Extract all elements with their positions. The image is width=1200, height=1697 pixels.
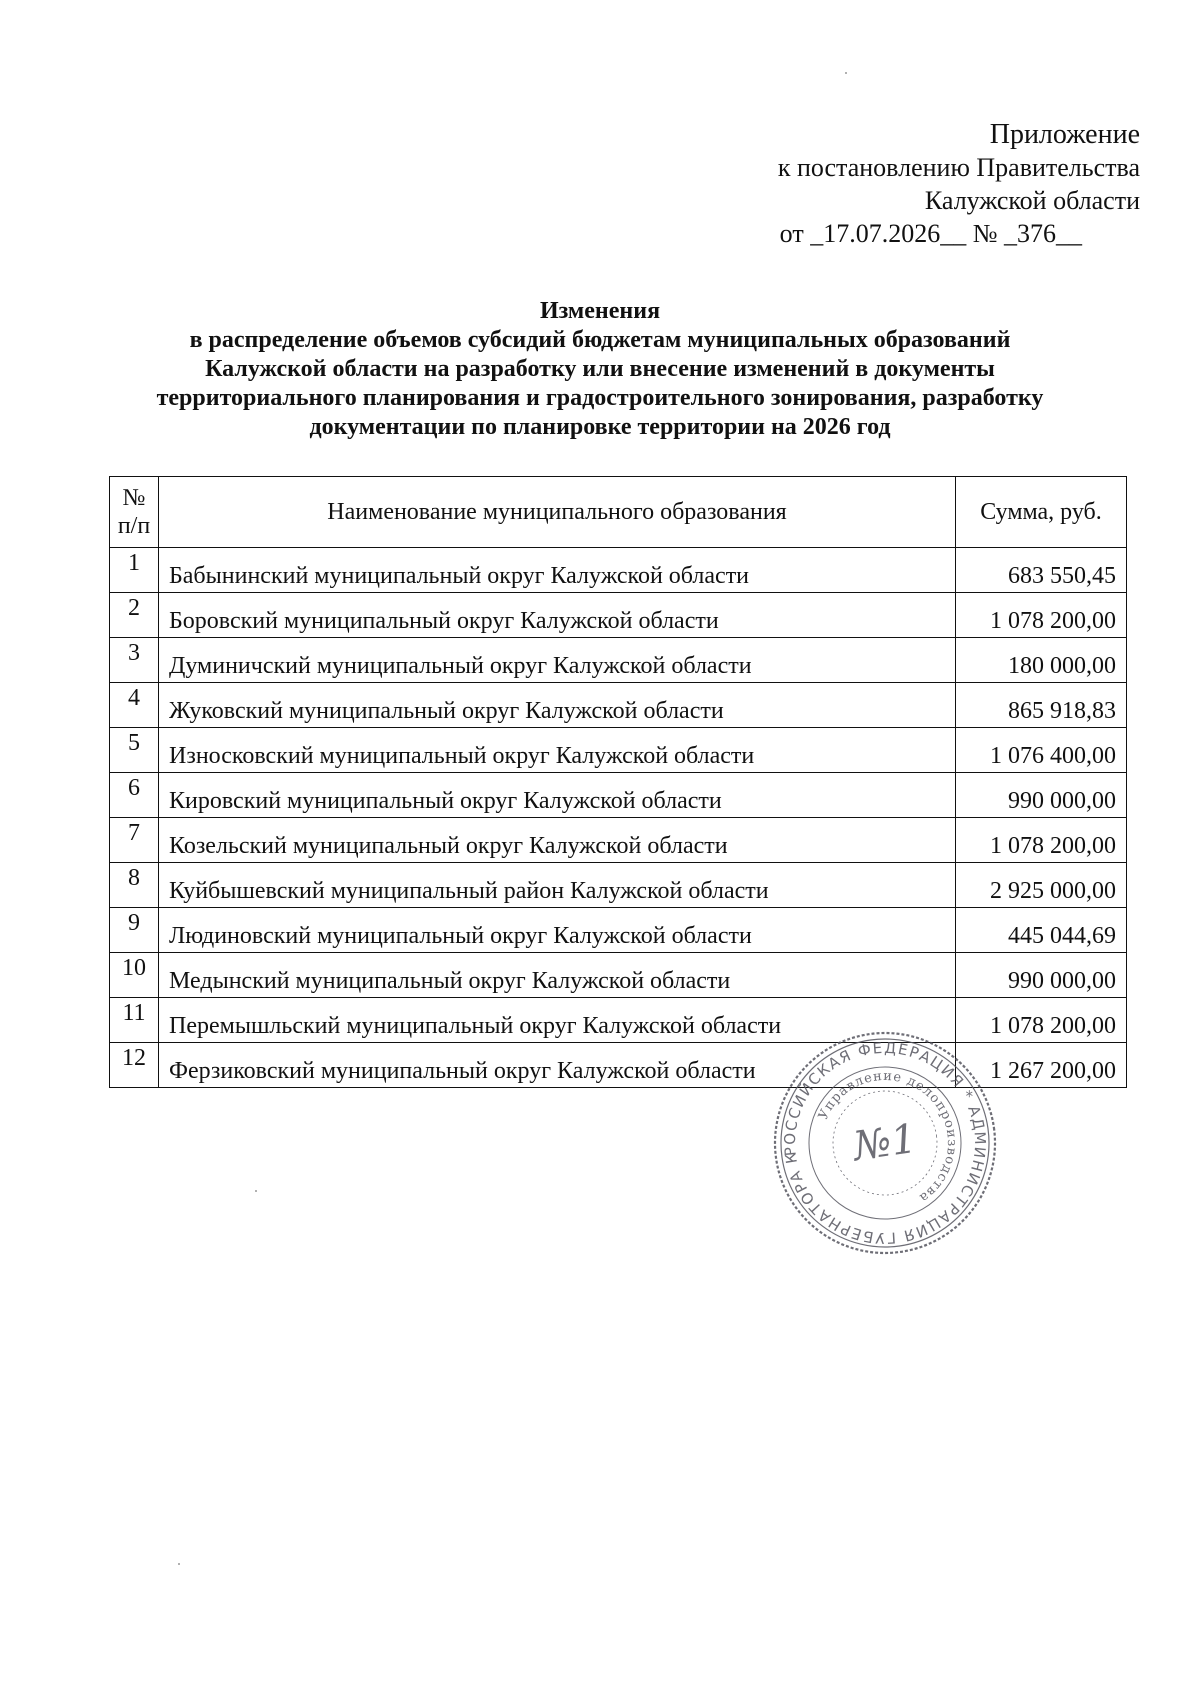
appendix-date-number: от _17.07.2026__ № _376__	[779, 219, 1082, 248]
header-number-abbr: п/п	[117, 513, 151, 539]
table-row	[110, 953, 1127, 998]
row-sum: 990 000,00	[956, 953, 1127, 998]
appendix-line: Калужской области	[924, 186, 1140, 215]
table-row	[110, 773, 1127, 818]
table-row	[110, 593, 1127, 638]
header-number-symbol: №	[122, 485, 146, 511]
row-number: 8	[110, 863, 159, 908]
row-municipality-name: Боровский муниципальный округ Калужской области	[159, 593, 956, 638]
row-municipality-name: Кировский муниципальный округ Калужской области	[159, 773, 956, 818]
table-row	[110, 908, 1127, 953]
row-municipality-name: Бабынинский муниципальный округ Калужской области	[159, 548, 956, 593]
row-number: 3	[110, 638, 159, 683]
row-number: 5	[110, 728, 159, 773]
header-name: Наименование муниципального образования	[159, 477, 956, 548]
appendix-line: к постановлению Правительства	[777, 153, 1140, 182]
row-sum: 865 918,83	[956, 683, 1127, 728]
row-sum: 1 078 200,00	[956, 593, 1127, 638]
document-title	[70, 297, 1130, 442]
appendix-block	[778, 118, 1140, 250]
table-row	[110, 728, 1127, 773]
row-number: 4	[110, 683, 159, 728]
row-sum: 445 044,69	[956, 908, 1127, 953]
row-municipality-name: Износковский муниципальный округ Калужской области	[159, 728, 956, 773]
row-municipality-name: Куйбышевский муниципальный район Калужской области	[159, 863, 956, 908]
scan-speck	[845, 72, 847, 74]
row-sum: 1 076 400,00	[956, 728, 1127, 773]
row-municipality-name: Медынский муниципальный округ Калужской области	[159, 953, 956, 998]
row-municipality-name: Перемышльский муниципальный округ Калужской области	[159, 998, 956, 1043]
row-number: 1	[110, 548, 159, 593]
header-sum: Сумма, руб.	[956, 477, 1127, 548]
row-number: 9	[110, 908, 159, 953]
row-municipality-name: Думиничский муниципальный округ Калужской области	[159, 638, 956, 683]
stamp-inner-text: Управление делопроизводства	[815, 1068, 960, 1206]
row-number: 12	[110, 1043, 159, 1088]
row-municipality-name: Козельский муниципальный округ Калужской области	[159, 818, 956, 863]
title-line: документации по планировке территории на 2026 год	[309, 414, 891, 440]
title-line: территориального планирования и градостроительного зонирования, разработку	[156, 385, 1044, 411]
title-line: в распределение объемов субсидий бюджетам муниципальных образований	[189, 327, 1011, 353]
row-number: 6	[110, 773, 159, 818]
title-line: Изменения	[539, 298, 661, 324]
header-number	[110, 477, 159, 548]
row-sum: 180 000,00	[956, 638, 1127, 683]
table-row	[110, 548, 1127, 593]
stamp-outer-text: РОССИЙСКАЯ ФЕДЕРАЦИЯ * АДМИНИСТРАЦИЯ ГУБЕРНАТОРА КАЛУЖСКОЙ	[780, 1038, 990, 1248]
row-sum: 990 000,00	[956, 773, 1127, 818]
table-row	[110, 638, 1127, 683]
row-number: 11	[110, 998, 159, 1043]
table-row	[110, 818, 1127, 863]
row-number: 10	[110, 953, 159, 998]
table-row	[110, 683, 1127, 728]
row-municipality-name: Людиновский муниципальный округ Калужской области	[159, 908, 956, 953]
table-header-row	[110, 477, 1127, 548]
appendix-title: Приложение	[989, 119, 1140, 150]
row-number: 2	[110, 593, 159, 638]
row-municipality-name: Жуковский муниципальный округ Калужской области	[159, 683, 956, 728]
scan-speck	[178, 1563, 180, 1565]
scan-speck	[255, 1190, 257, 1192]
title-line: Калужской области на разработку или внесение изменений в документы	[205, 356, 995, 382]
row-number: 7	[110, 818, 159, 863]
row-sum: 1 078 200,00	[956, 818, 1127, 863]
row-sum: 1 267 200,00	[956, 1043, 1127, 1088]
row-sum: 2 925 000,00	[956, 863, 1127, 908]
subsidy-table	[109, 476, 1127, 1088]
row-sum: 1 078 200,00	[956, 998, 1127, 1043]
stamp-group	[770, 1028, 1000, 1258]
row-sum: 683 550,45	[956, 548, 1127, 593]
stamp-center-number: №1	[850, 1115, 920, 1171]
row-municipality-name: Ферзиковский муниципальный округ Калужской области	[159, 1043, 956, 1088]
official-stamp	[770, 1028, 1000, 1258]
table-row	[110, 863, 1127, 908]
